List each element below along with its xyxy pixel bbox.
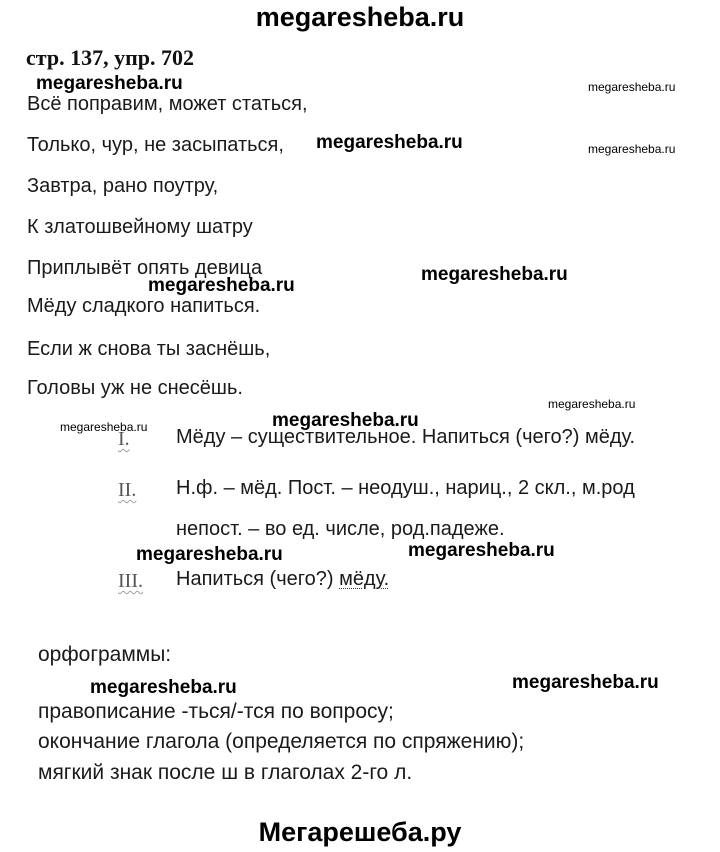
site-footer-title: Мегарешеба.ру — [258, 817, 462, 847]
watermark: megaresheba.ru — [548, 397, 636, 411]
watermark: megaresheba.ru — [90, 677, 237, 698]
watermark: megaresheba.ru — [272, 410, 419, 431]
spelling-rule: окончание глагола (определяется по спряжению); — [38, 730, 525, 753]
watermark: megaresheba.ru — [136, 544, 283, 565]
watermark: megaresheba.ru — [588, 142, 676, 156]
step-text-3-prefix: Напиться (чего?) — [176, 568, 334, 590]
watermark: megaresheba.ru — [588, 80, 676, 94]
poem-line: Головы уж не снесёшь. — [27, 377, 243, 399]
step-number-3: III. — [118, 570, 143, 592]
watermark: megaresheba.ru — [60, 420, 148, 434]
site-header-title: megaresheba.ru — [255, 2, 465, 32]
step-text-1: Мёду – существительное. Напиться (чего?) мёду. — [176, 426, 636, 448]
exercise-heading: стр. 137, упр. 702 — [26, 45, 194, 70]
watermark: megaresheba.ru — [36, 73, 183, 94]
underlined-word: мёду. — [339, 568, 390, 590]
poem-line: К златошвейному шатру — [27, 216, 253, 238]
poem-line: Если ж снова ты заснёшь, — [27, 338, 271, 360]
poem-line: Всё поправим, может статься, — [27, 93, 308, 115]
watermark: megaresheba.ru — [408, 540, 555, 561]
step-number-1: I. — [118, 428, 130, 450]
watermark: megaresheba.ru — [421, 264, 568, 285]
step-number-2: II. — [118, 479, 137, 501]
watermark: megaresheba.ru — [512, 672, 659, 693]
spelling-rule: мягкий знак после ш в глаголах 2-го л. — [38, 761, 413, 784]
poem-line: Завтра, рано поутру, — [27, 175, 219, 197]
spelling-rule: правописание -ться/-тся по вопросу; — [38, 700, 394, 723]
poem-line: Только, чур, не засыпаться, — [27, 134, 284, 156]
watermark: megaresheba.ru — [316, 132, 463, 153]
poem-line: Приплывёт опять девица — [27, 257, 263, 279]
step-text-2-line-1: Н.ф. – мёд. Пост. – неодуш., нариц., 2 скл., м.род — [176, 477, 635, 499]
step-text-3 — [176, 568, 389, 591]
poem-line: Мёду сладкого напиться. — [27, 295, 261, 317]
step-text-2-line-2: непост. – во ед. числе, род.падеже. — [176, 518, 505, 540]
spelling-title: орфограммы: — [38, 643, 172, 666]
watermark: megaresheba.ru — [148, 275, 295, 296]
